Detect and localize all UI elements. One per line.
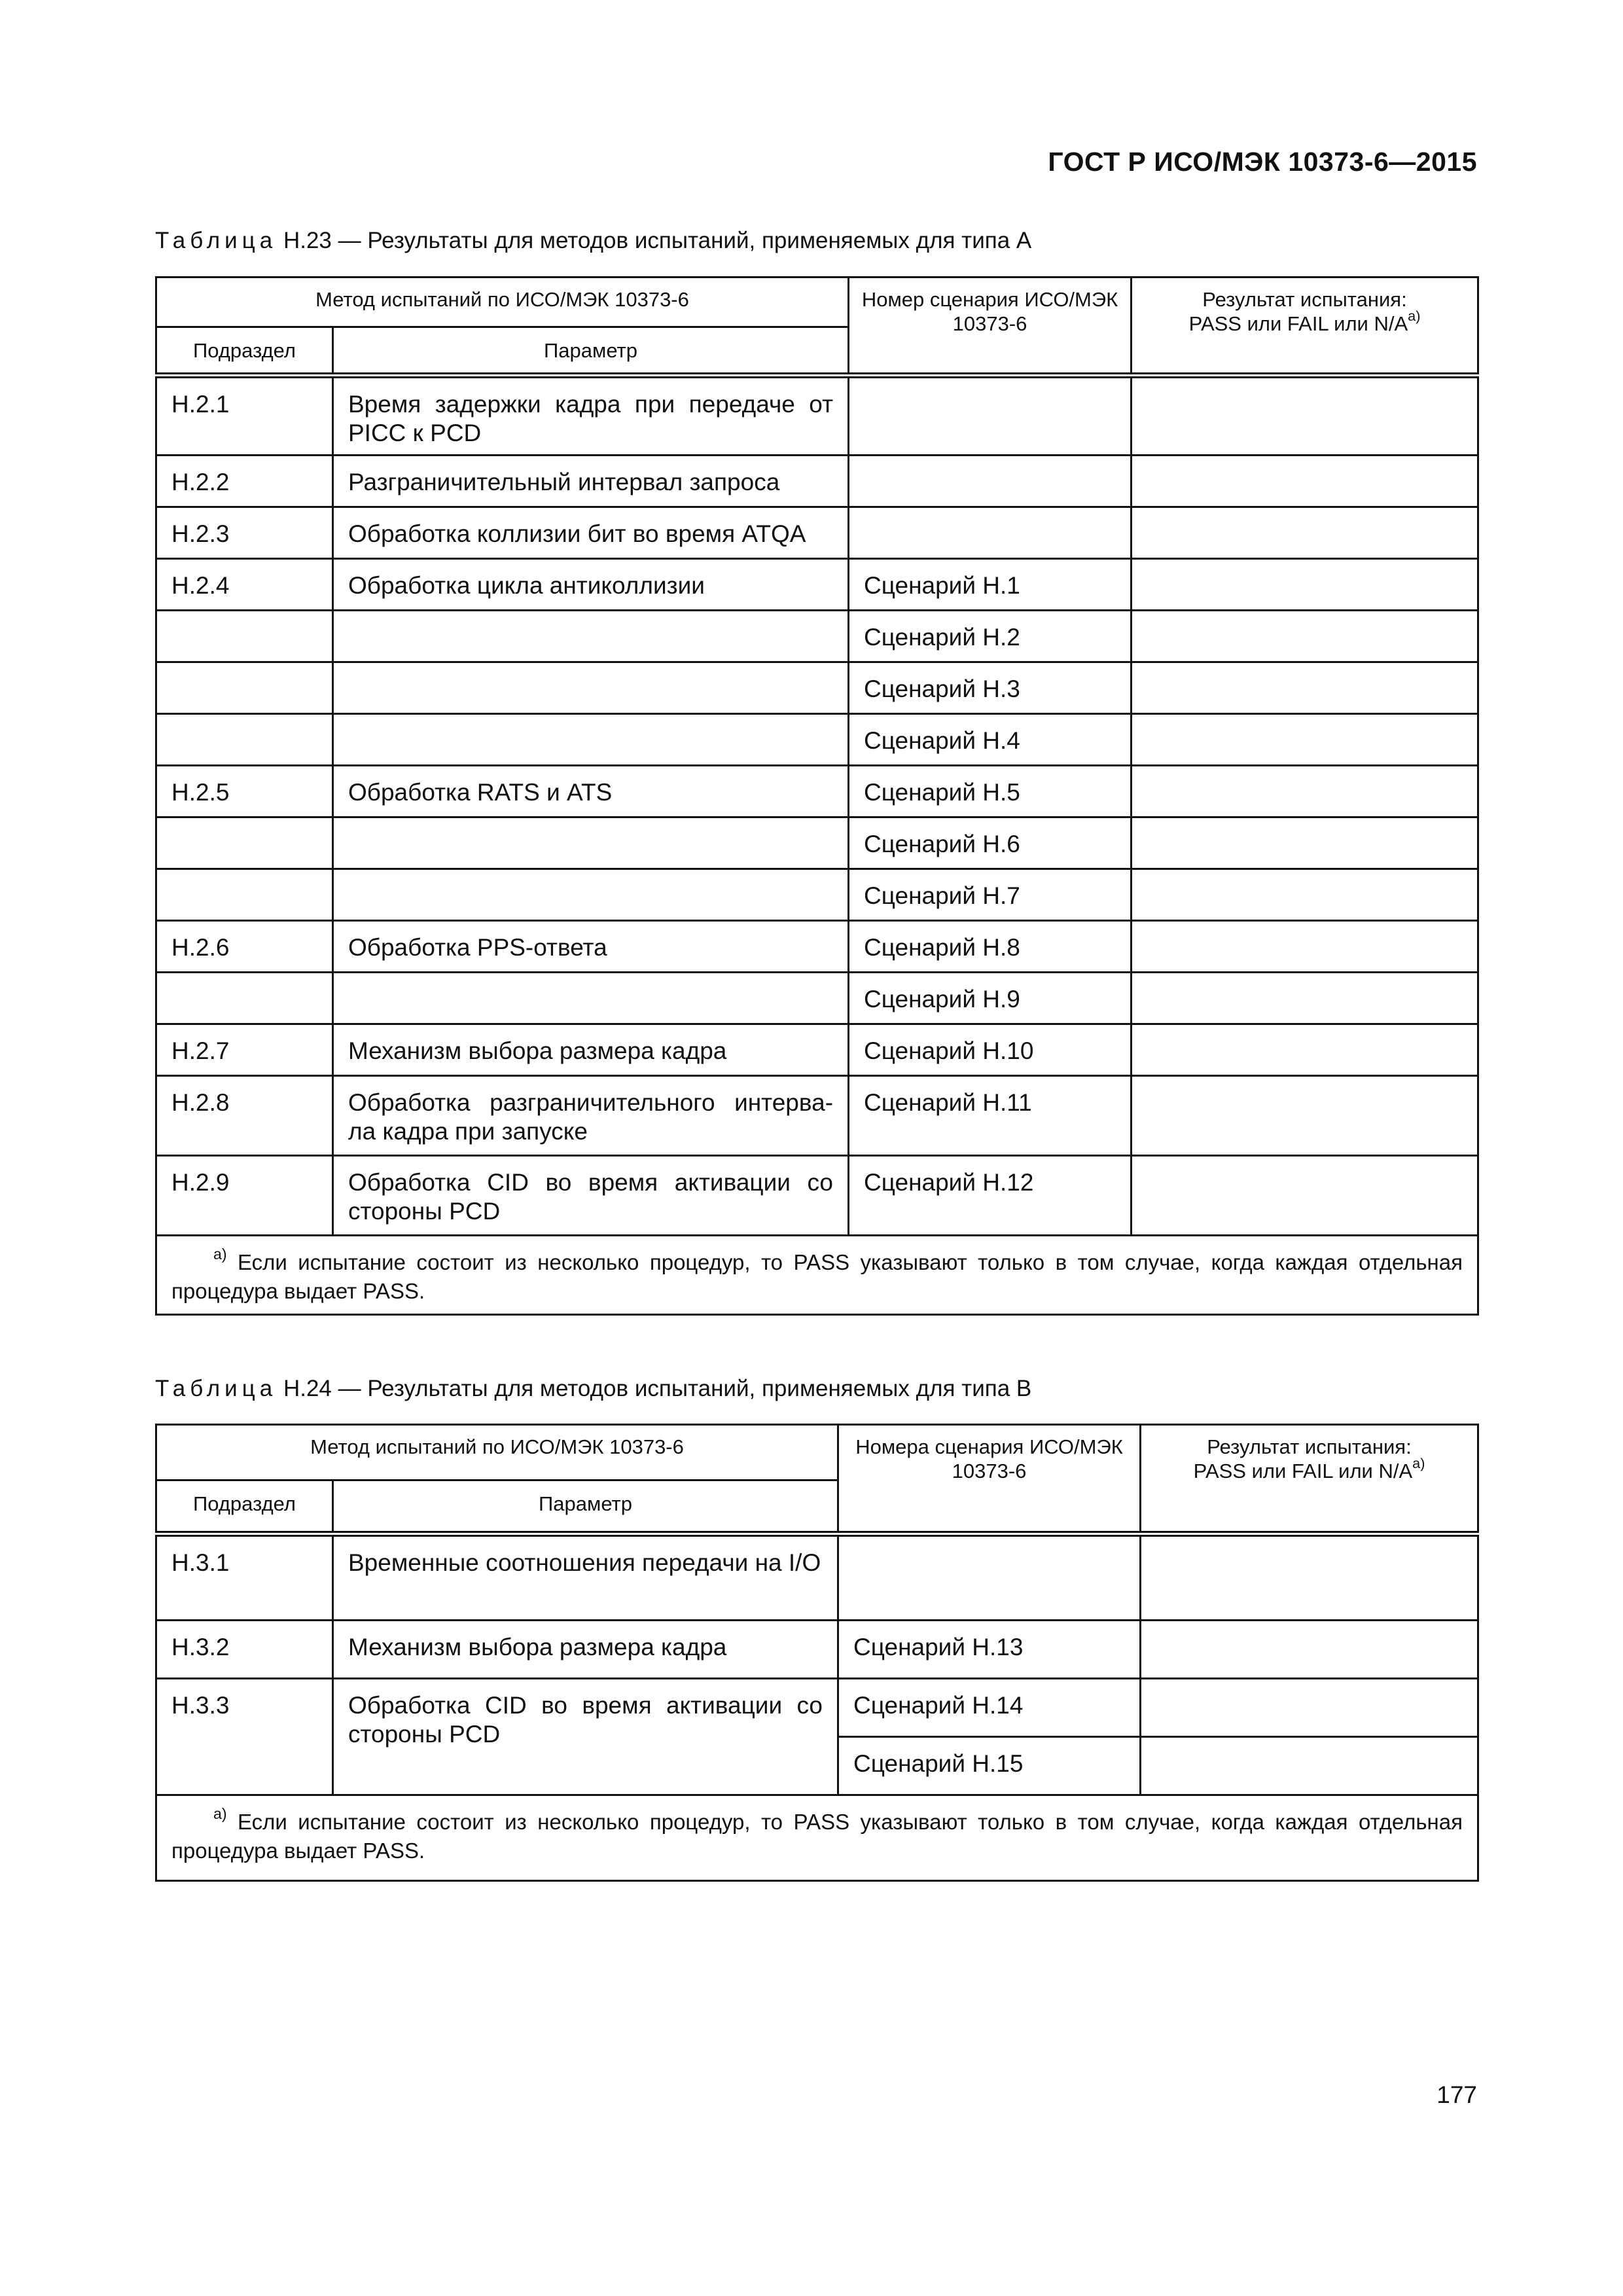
cell-parameter: Обработка PPS-ответа: [333, 921, 849, 973]
cell-parameter: Механизм выбора размера кадра: [333, 1024, 849, 1076]
table-row: [156, 766, 1478, 817]
table-row: [156, 559, 1478, 611]
cell-subsection: [156, 611, 333, 662]
cell-scenario: Сценарий H.7: [849, 869, 1132, 921]
table-footnote-row: [156, 1795, 1478, 1881]
cell-subsection: H.2.7: [156, 1024, 333, 1076]
table-row: [156, 1621, 1478, 1679]
cell-result: [1132, 1156, 1478, 1236]
table-row: [156, 1679, 1478, 1737]
table-row: [156, 507, 1478, 559]
cell-scenario: Сценарий H.8: [849, 921, 1132, 973]
results-table-type-a: [155, 276, 1479, 1316]
cell-result: [1132, 611, 1478, 662]
cell-scenario: Сценарий H.12: [849, 1156, 1132, 1236]
caption-text: Н.23 — Результаты для методов испытаний, применяемых для типа А: [283, 228, 1032, 253]
cell-result: [1132, 714, 1478, 766]
cell-parameter: [333, 714, 849, 766]
cell-scenario: Сценарий H.6: [849, 817, 1132, 869]
cell-subsection: [156, 714, 333, 766]
cell-subsection: [156, 973, 333, 1024]
cell-parameter: Обработка коллизии бит во время ATQA: [333, 507, 849, 559]
cell-subsection: H.2.5: [156, 766, 333, 817]
cell-scenario: [849, 507, 1132, 559]
cell-result: [1132, 1076, 1478, 1156]
cell-parameter: Время задержки кадра при передаче от PICC к PCD: [333, 376, 849, 456]
cell-result: [1141, 1621, 1478, 1679]
header-parameter: Параметр: [333, 1480, 838, 1534]
footnote-mark: a): [213, 1805, 227, 1822]
cell-result: [1132, 376, 1478, 456]
cell-parameter: Обработка RATS и ATS: [333, 766, 849, 817]
header-parameter: Параметр: [333, 327, 849, 376]
header-result-footnote-mark: a): [1412, 1454, 1425, 1471]
page-number: 177: [1436, 2081, 1477, 2108]
cell-result: [1132, 662, 1478, 714]
table-row: [156, 1076, 1478, 1156]
cell-result: [1132, 817, 1478, 869]
caption-text: Н.24 — Результаты для методов испытаний, применяемых для типа В: [283, 1376, 1032, 1401]
footnote-text: Если испытание состоит из несколько процедур, то PASS указывают только в том случае, когда каждая отдельная процедура выдает PASS.: [171, 1250, 1463, 1303]
document-code: ГОСТ Р ИСО/МЭК 10373-6—2015: [1048, 147, 1477, 177]
cell-subsection: H.2.2: [156, 456, 333, 507]
cell-parameter: [333, 817, 849, 869]
cell-subsection: H.2.4: [156, 559, 333, 611]
table-row: [156, 714, 1478, 766]
cell-parameter: Обработка цикла антиколлизии: [333, 559, 849, 611]
cell-scenario: Сценарий H.1: [849, 559, 1132, 611]
cell-result: [1132, 973, 1478, 1024]
header-scenario: Номера сценария ИСО/МЭК 10373-6: [838, 1425, 1141, 1534]
cell-scenario: Сценарий H.9: [849, 973, 1132, 1024]
cell-subsection: H.3.3: [156, 1679, 333, 1795]
cell-parameter: [333, 973, 849, 1024]
cell-parameter: [333, 662, 849, 714]
results-table-type-b: [155, 1424, 1479, 1882]
cell-result: [1132, 507, 1478, 559]
header-scenario: Номер сценария ИСО/МЭК 10373-6: [849, 278, 1132, 376]
header-result: [1141, 1425, 1478, 1534]
header-result-line1: Результат испытания:: [1202, 288, 1407, 311]
footnote-text: Если испытание состоит из несколько процедур, то PASS указывают только в том случае, когда каждая отдельная процедура выдает PASS.: [171, 1810, 1463, 1863]
table-row: [156, 817, 1478, 869]
cell-scenario: [849, 456, 1132, 507]
cell-result: [1141, 1737, 1478, 1795]
header-method: Метод испытаний по ИСО/МЭК 10373-6: [156, 1425, 838, 1480]
cell-subsection: [156, 662, 333, 714]
table-footnote-row: [156, 1236, 1478, 1315]
table-row: [156, 869, 1478, 921]
cell-subsection: H.2.1: [156, 376, 333, 456]
caption-label: Таблица: [155, 228, 277, 253]
cell-parameter: Обработка разграничительного интерва-ла кадра при запуске: [333, 1076, 849, 1156]
cell-result: [1132, 456, 1478, 507]
table-footnote: [156, 1795, 1478, 1881]
cell-parameter: Обработка CID во время активации со стороны PCD: [333, 1156, 849, 1236]
table-caption-h24: [155, 1376, 1031, 1402]
cell-result: [1141, 1534, 1478, 1621]
table-header-row: [156, 278, 1478, 327]
header-result-line2: PASS или FAIL или N/A: [1188, 312, 1408, 335]
cell-scenario: Сценарий H.11: [849, 1076, 1132, 1156]
cell-result: [1132, 921, 1478, 973]
table-row: [156, 973, 1478, 1024]
cell-parameter: Обработка CID во время активации со стороны PCD: [333, 1679, 838, 1795]
table-row: [156, 456, 1478, 507]
cell-scenario: [849, 376, 1132, 456]
table-row: [156, 921, 1478, 973]
cell-result: [1132, 766, 1478, 817]
cell-subsection: H.3.1: [156, 1534, 333, 1621]
cell-scenario: [838, 1534, 1141, 1621]
cell-subsection: H.2.6: [156, 921, 333, 973]
cell-result: [1132, 1024, 1478, 1076]
header-result: [1132, 278, 1478, 376]
footnote-mark: a): [213, 1246, 227, 1263]
cell-parameter: [333, 869, 849, 921]
cell-result: [1132, 869, 1478, 921]
cell-parameter: [333, 611, 849, 662]
cell-subsection: H.3.2: [156, 1621, 333, 1679]
header-result-line2: PASS или FAIL или N/A: [1193, 1460, 1413, 1482]
cell-scenario: Сценарий H.5: [849, 766, 1132, 817]
cell-scenario: Сценарий H.15: [838, 1737, 1141, 1795]
table-caption-h23: [155, 228, 1031, 254]
cell-scenario: Сценарий H.13: [838, 1621, 1141, 1679]
table-row: [156, 1534, 1478, 1621]
header-subsection: Подраздел: [156, 1480, 333, 1534]
caption-label: Таблица: [155, 1376, 277, 1401]
cell-scenario: Сценарий H.10: [849, 1024, 1132, 1076]
header-result-footnote-mark: a): [1408, 307, 1421, 324]
cell-subsection: [156, 817, 333, 869]
cell-parameter: Разграничительный интервал запроса: [333, 456, 849, 507]
cell-subsection: [156, 869, 333, 921]
cell-scenario: Сценарий H.4: [849, 714, 1132, 766]
cell-scenario: Сценарий H.2: [849, 611, 1132, 662]
table-row: [156, 611, 1478, 662]
table-row: [156, 1024, 1478, 1076]
cell-subsection: H.2.8: [156, 1076, 333, 1156]
table-footnote: [156, 1236, 1478, 1315]
cell-result: [1132, 559, 1478, 611]
cell-subsection: H.2.3: [156, 507, 333, 559]
table-row: [156, 662, 1478, 714]
cell-scenario: Сценарий H.3: [849, 662, 1132, 714]
table-header-row: [156, 1425, 1478, 1480]
cell-result: [1141, 1679, 1478, 1737]
cell-parameter: Временные соотношения передачи на I/O: [333, 1534, 838, 1621]
table-row: [156, 1156, 1478, 1236]
header-result-line1: Результат испытания:: [1207, 1435, 1412, 1458]
header-subsection: Подраздел: [156, 327, 333, 376]
cell-subsection: H.2.9: [156, 1156, 333, 1236]
cell-scenario: Сценарий H.14: [838, 1679, 1141, 1737]
table-row: [156, 376, 1478, 456]
cell-parameter: Механизм выбора размера кадра: [333, 1621, 838, 1679]
header-method: Метод испытаний по ИСО/МЭК 10373-6: [156, 278, 849, 327]
